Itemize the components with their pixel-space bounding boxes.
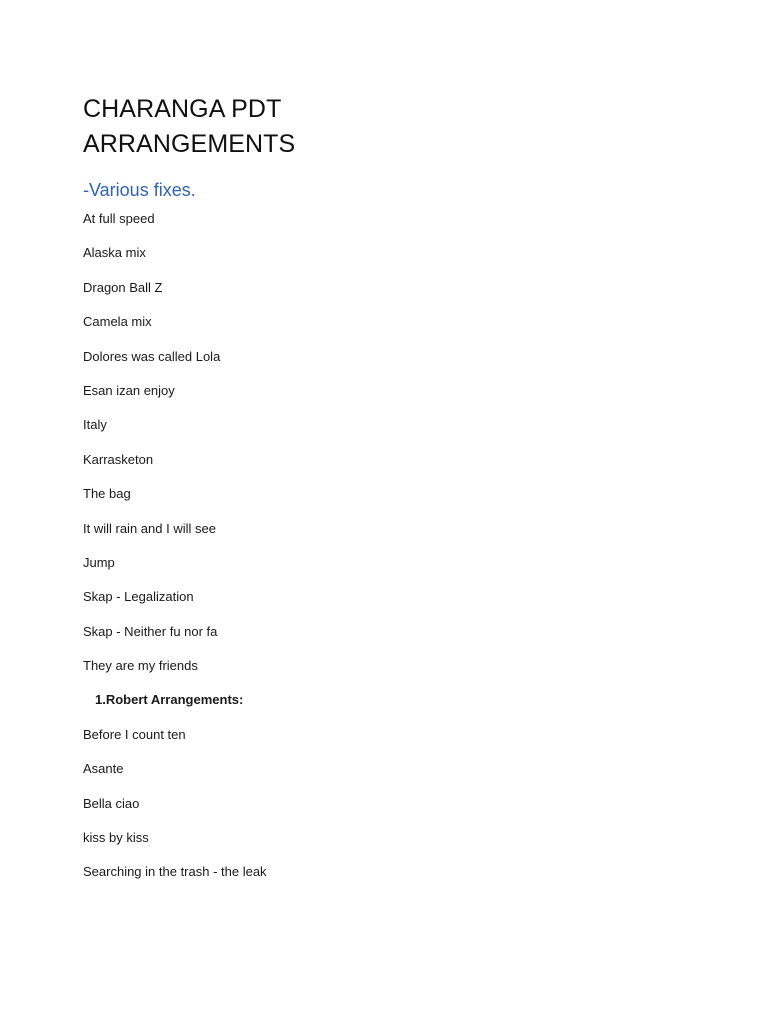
title-line-1: CHARANGA PDT: [83, 95, 282, 123]
song-item: It will rain and I will see: [83, 520, 216, 536]
song-item: Bella ciao: [83, 795, 140, 811]
song-item: Searching in the trash - the leak: [83, 864, 267, 880]
song-item: Dolores was called Lola: [83, 348, 221, 364]
title-line-2: ARRANGEMENTS: [83, 130, 296, 158]
song-item: Esan izan enjoy: [83, 382, 175, 398]
song-item: The bag: [83, 486, 131, 502]
song-item: Skap - Legalization: [83, 589, 194, 605]
document-subtitle: -Various fixes.: [83, 180, 196, 200]
document-content: [83, 92, 683, 898]
document-title: [83, 92, 683, 162]
song-item: Italy: [83, 417, 107, 433]
song-item: Asante: [83, 761, 124, 777]
song-item: kiss by kiss: [83, 830, 149, 846]
song-item: Camela mix: [83, 314, 152, 330]
song-item: They are my friends: [83, 658, 198, 674]
song-item: Jump: [83, 554, 115, 570]
song-item: Skap - Neither fu nor fa: [83, 623, 218, 639]
song-item: Before I count ten: [83, 726, 186, 742]
song-item: Alaska mix: [83, 245, 146, 261]
song-list-part-2: [83, 726, 683, 882]
song-list-part-1: [83, 210, 683, 675]
song-item: Dragon Ball Z: [83, 279, 163, 295]
section-heading-robert-arrangements: 1.Robert Arrangements:: [95, 692, 244, 708]
song-item: At full speed: [83, 211, 155, 226]
song-item: Karrasketon: [83, 451, 154, 467]
